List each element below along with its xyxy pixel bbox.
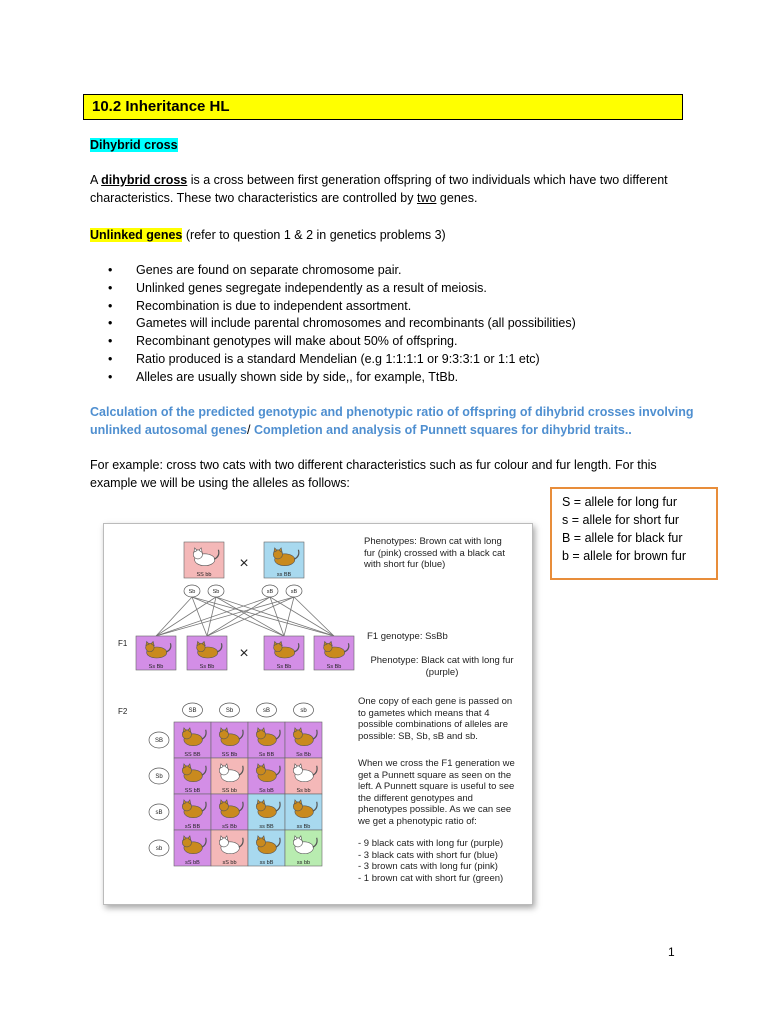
f2-top-gamete-label: Sb <box>225 708 234 714</box>
cross-line <box>207 597 216 636</box>
example-paragraph: For example: cross two cats with two different characteristics such as fur colour and fur length. For this example we will be using the alleles as follows: <box>90 458 657 490</box>
gamete-label: Sb <box>212 589 220 595</box>
cell-label: Ss bB <box>259 788 274 794</box>
cross-line <box>207 597 270 636</box>
cross-line <box>284 597 294 636</box>
bullet-list <box>108 262 688 387</box>
f1-phenotype-text: Phenotype: Black cat with long fur (purple) <box>370 655 514 678</box>
f2-top-gamete-label: SB <box>188 708 197 714</box>
cell-label: Ss Bb <box>276 664 292 670</box>
cell-label: sS BB <box>184 824 201 830</box>
f1-cross-symbol: × <box>239 645 249 662</box>
allele-key-box <box>550 487 718 580</box>
cell-label: sS bB <box>185 860 200 866</box>
f2-side-gamete-label: SB <box>154 738 164 744</box>
dihybrid-heading: Dihybrid cross <box>90 138 178 152</box>
gamete-label: Sb <box>188 589 196 595</box>
allele-B: B = allele for black fur <box>562 531 683 545</box>
cell-label: SS bb <box>196 572 212 578</box>
list-item: • Unlinked genes segregate independently as a result of meiosis. <box>108 280 688 298</box>
cell-label: SS bB <box>184 788 201 794</box>
ratio-item: - 1 brown cat with short fur (green) <box>358 872 504 884</box>
ratio-list <box>358 838 528 884</box>
cell-label: ss BB <box>276 572 292 578</box>
f2-side-gamete-label: sb <box>155 846 163 852</box>
cell-label: sS Bb <box>222 824 237 830</box>
list-item: • Ratio produced is a standard Mendelian (e.g 1:1:1:1 or 9:3:3:1 or 1:1 etc) <box>108 351 688 369</box>
cell-label: ss BB <box>259 824 274 830</box>
cell-label: ss Bb <box>296 824 311 830</box>
cell-label: SS Bb <box>221 752 238 758</box>
cross-symbol: × <box>239 555 249 572</box>
page-number: 1 <box>668 945 675 959</box>
cross-line <box>216 597 334 636</box>
cell-label: Ss bb <box>296 788 311 794</box>
ratio-item: - 9 black cats with long fur (purple) <box>358 838 504 849</box>
page-title: 10.2 Inheritance HL <box>83 94 683 120</box>
ratio-item: - 3 black cats with short fur (blue) <box>358 849 498 861</box>
f2-top-gamete-label: sB <box>262 708 271 714</box>
explain-text-2: When we cross the F1 generation we get a Punnett square as seen on the left. A Punnett square is useful to see the different genotypes and phenotypes possible. As we can see we get a phenotypic ratio of: <box>358 758 515 827</box>
cell-label: Ss Bb <box>296 752 311 758</box>
punnett-figure <box>103 523 533 905</box>
list-item: • Recombination is due to independent assortment. <box>108 298 688 316</box>
gamete-label: sB <box>266 589 274 595</box>
phenotypes-text: Phenotypes: Brown cat with long fur (pink) crossed with a black cat with short fur (blue) <box>364 536 505 570</box>
list-item: • Genes are found on separate chromosome pair. <box>108 262 688 280</box>
dihybrid-term: dihybrid cross <box>101 173 188 187</box>
cell-label: ss bB <box>259 860 274 866</box>
list-item: • Gametes will include parental chromosomes and recombinants (all possibilities) <box>108 315 688 333</box>
cell-label: sS bb <box>222 860 237 866</box>
list-item: • Alleles are usually shown side by side,, for example, TtBb. <box>108 369 688 387</box>
section-heading <box>90 137 178 155</box>
cell-label: Ss Bb <box>326 664 342 670</box>
cross-line <box>270 597 334 636</box>
intro-paragraph: A dihybrid cross is a cross between first generation offspring of two individuals which have two different characteristics. These two characteristics are controlled by two genes. <box>90 173 668 205</box>
cell-label: SS BB <box>184 752 201 758</box>
unlinked-label: Unlinked genes <box>90 228 183 242</box>
f1-label: F1 <box>118 639 128 648</box>
ratio-item: - 3 brown cats with long fur (pink) <box>358 861 498 872</box>
cross-line <box>156 597 216 636</box>
f1-genotype-text: F1 genotype: SsBb <box>367 631 448 642</box>
cell-label: Ss BB <box>258 752 275 758</box>
gamete-label: sB <box>290 589 298 595</box>
unlinked-line: Unlinked genes (refer to question 1 & 2 in genetics problems 3) <box>90 228 446 242</box>
two-word: two <box>416 190 437 205</box>
f2-top-gamete-label: sb <box>300 708 307 714</box>
cell-label: Ss Bb <box>199 664 215 670</box>
cell-label: Ss Bb <box>148 664 164 670</box>
allele-S: S = allele for long fur <box>562 495 677 509</box>
f2-label: F2 <box>118 707 128 716</box>
f2-side-gamete-label: sB <box>155 810 163 816</box>
explain-text-1: One copy of each gene is passed on to gametes which means that 4 possible combinations of alleles are possible: SB, Sb, sB and sb. <box>358 696 513 742</box>
allele-b: b = allele for brown fur <box>562 549 687 563</box>
f2-side-gamete-label: Sb <box>155 774 163 780</box>
cross-line <box>192 597 207 636</box>
cell-label: SS bb <box>222 788 237 794</box>
list-item: • Recombinant genotypes will make about 50% of offspring. <box>108 333 688 351</box>
allele-s: s = allele for short fur <box>562 513 680 527</box>
calc-heading: Calculation of the predicted genotypic and phenotypic ratio of offspring of dihybrid crosses involving unlinked autosomal genes/ Completion and analysis of Punnett squares for dihybrid traits.. <box>90 405 694 437</box>
cell-label: ss bb <box>296 860 311 866</box>
cross-line <box>207 597 294 636</box>
